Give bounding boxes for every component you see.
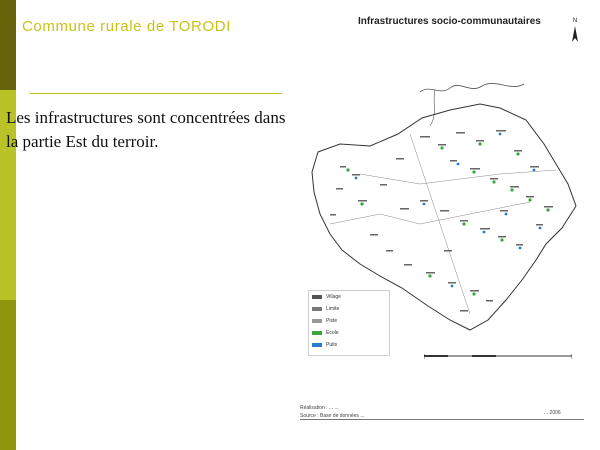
map-source	[300, 404, 365, 420]
legend-item	[309, 303, 389, 315]
legend-item	[309, 291, 389, 303]
left-accent-bar-lower	[0, 300, 16, 450]
legend-item	[309, 339, 389, 351]
source-line: Réalisation : ... ...	[300, 405, 339, 411]
legend-label: Piste	[326, 318, 338, 324]
legend-label: Limite	[326, 306, 340, 312]
slide-body-text: Les infrastructures sont concentrées dans la partie Est du terroir.	[6, 108, 286, 151]
left-accent-bar-dark	[0, 0, 16, 90]
slide-title: Commune rurale de TORODI	[22, 18, 231, 35]
legend-key	[312, 307, 322, 311]
legend-label: Village	[326, 294, 341, 300]
map-title: Infrastructures socio-communautaires	[358, 16, 541, 27]
legend-item	[309, 315, 389, 327]
legend-key	[312, 343, 322, 347]
map-legend	[308, 290, 390, 356]
source-line: Source : Base de données ...	[300, 413, 365, 419]
legend-label: Ecole	[326, 330, 339, 336]
legend-item	[309, 327, 389, 339]
legend-key	[312, 331, 322, 335]
legend-key	[312, 295, 322, 299]
north-arrow-icon	[568, 16, 582, 46]
legend-key	[312, 319, 322, 323]
legend-label: Puits	[326, 342, 338, 348]
north-arrow-label: N	[572, 18, 578, 24]
map-scale-bar	[424, 353, 572, 363]
title-underline	[30, 93, 282, 94]
source-divider	[300, 419, 584, 420]
map-date: ... 2006	[544, 410, 561, 416]
